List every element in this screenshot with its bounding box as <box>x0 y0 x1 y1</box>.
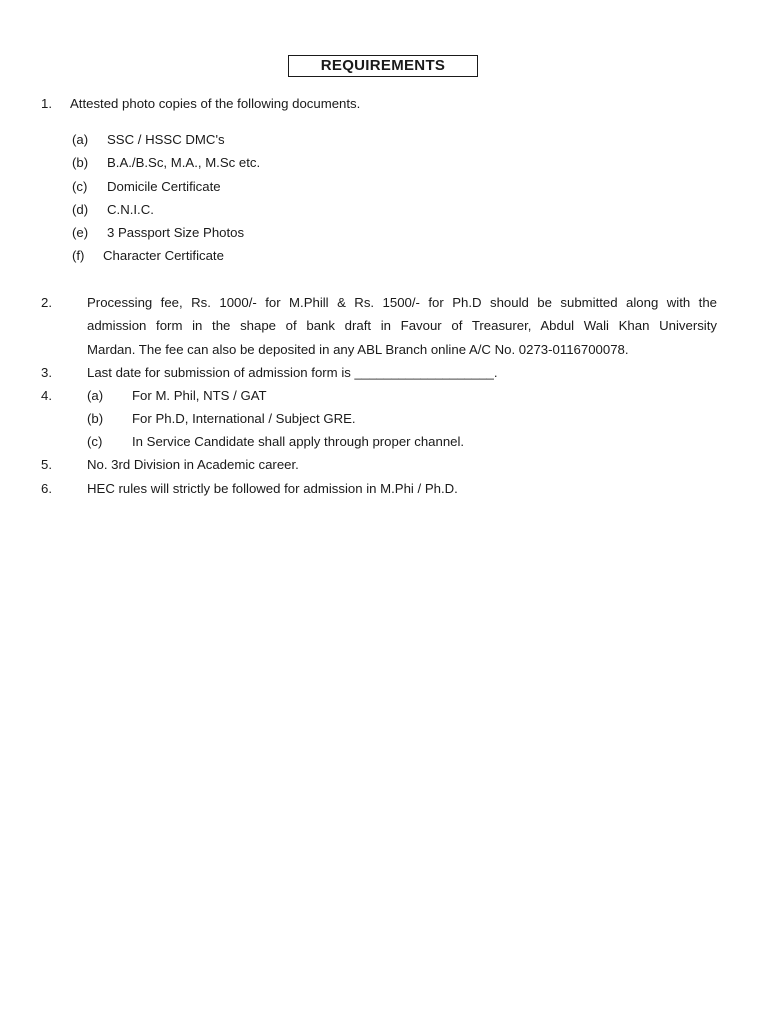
item-text-line: Mardan. The fee can also be deposited in any ABL Branch online A/C No. 0273-0116700078. <box>87 342 629 357</box>
item-text-line: admission form in the shape of bank draft in Favour of Treasurer, Abdul Wali Khan University <box>87 318 717 333</box>
sub-label: (f) <box>72 248 85 263</box>
sub-label: (b) <box>72 155 89 170</box>
item-number: 6. <box>41 481 52 496</box>
item-text: No. 3rd Division in Academic career. <box>87 457 299 472</box>
item-text: Attested photo copies of the following documents. <box>70 96 361 111</box>
sub-text: Character Certificate <box>103 248 224 263</box>
item-number: 2. <box>41 295 52 310</box>
sub-label: (a) <box>72 132 89 147</box>
sub-text: For Ph.D, International / Subject GRE. <box>132 411 356 426</box>
sub-label: (a) <box>87 388 104 403</box>
page-title: REQUIREMENTS <box>288 55 478 77</box>
item-number: 1. <box>41 96 52 111</box>
sub-text: In Service Candidate shall apply through proper channel. <box>132 434 465 449</box>
sub-label: (c) <box>72 179 88 194</box>
sub-text: Domicile Certificate <box>107 179 221 194</box>
sub-text: B.A./B.Sc, M.A., M.Sc etc. <box>107 155 261 170</box>
sub-text: 3 Passport Size Photos <box>107 225 245 240</box>
sub-label: (c) <box>87 434 103 449</box>
sub-text: SSC / HSSC DMC's <box>107 132 225 147</box>
sub-label: (e) <box>72 225 89 240</box>
sub-text: C.N.I.C. <box>107 202 154 217</box>
item-text: Last date for submission of admission form is ___________________. <box>87 365 498 380</box>
sub-label: (b) <box>87 411 104 426</box>
item-number: 5. <box>41 457 52 472</box>
item-number: 3. <box>41 365 52 380</box>
sub-text: For M. Phil, NTS / GAT <box>132 388 267 403</box>
sub-label: (d) <box>72 202 89 217</box>
item-text-line: Processing fee, Rs. 1000/- for M.Phill & Rs. 1500/- for Ph.D should be submitted along with the <box>87 295 717 310</box>
item-number: 4. <box>41 388 52 403</box>
item-text: HEC rules will strictly be followed for admission in M.Phi / Ph.D. <box>87 481 458 496</box>
